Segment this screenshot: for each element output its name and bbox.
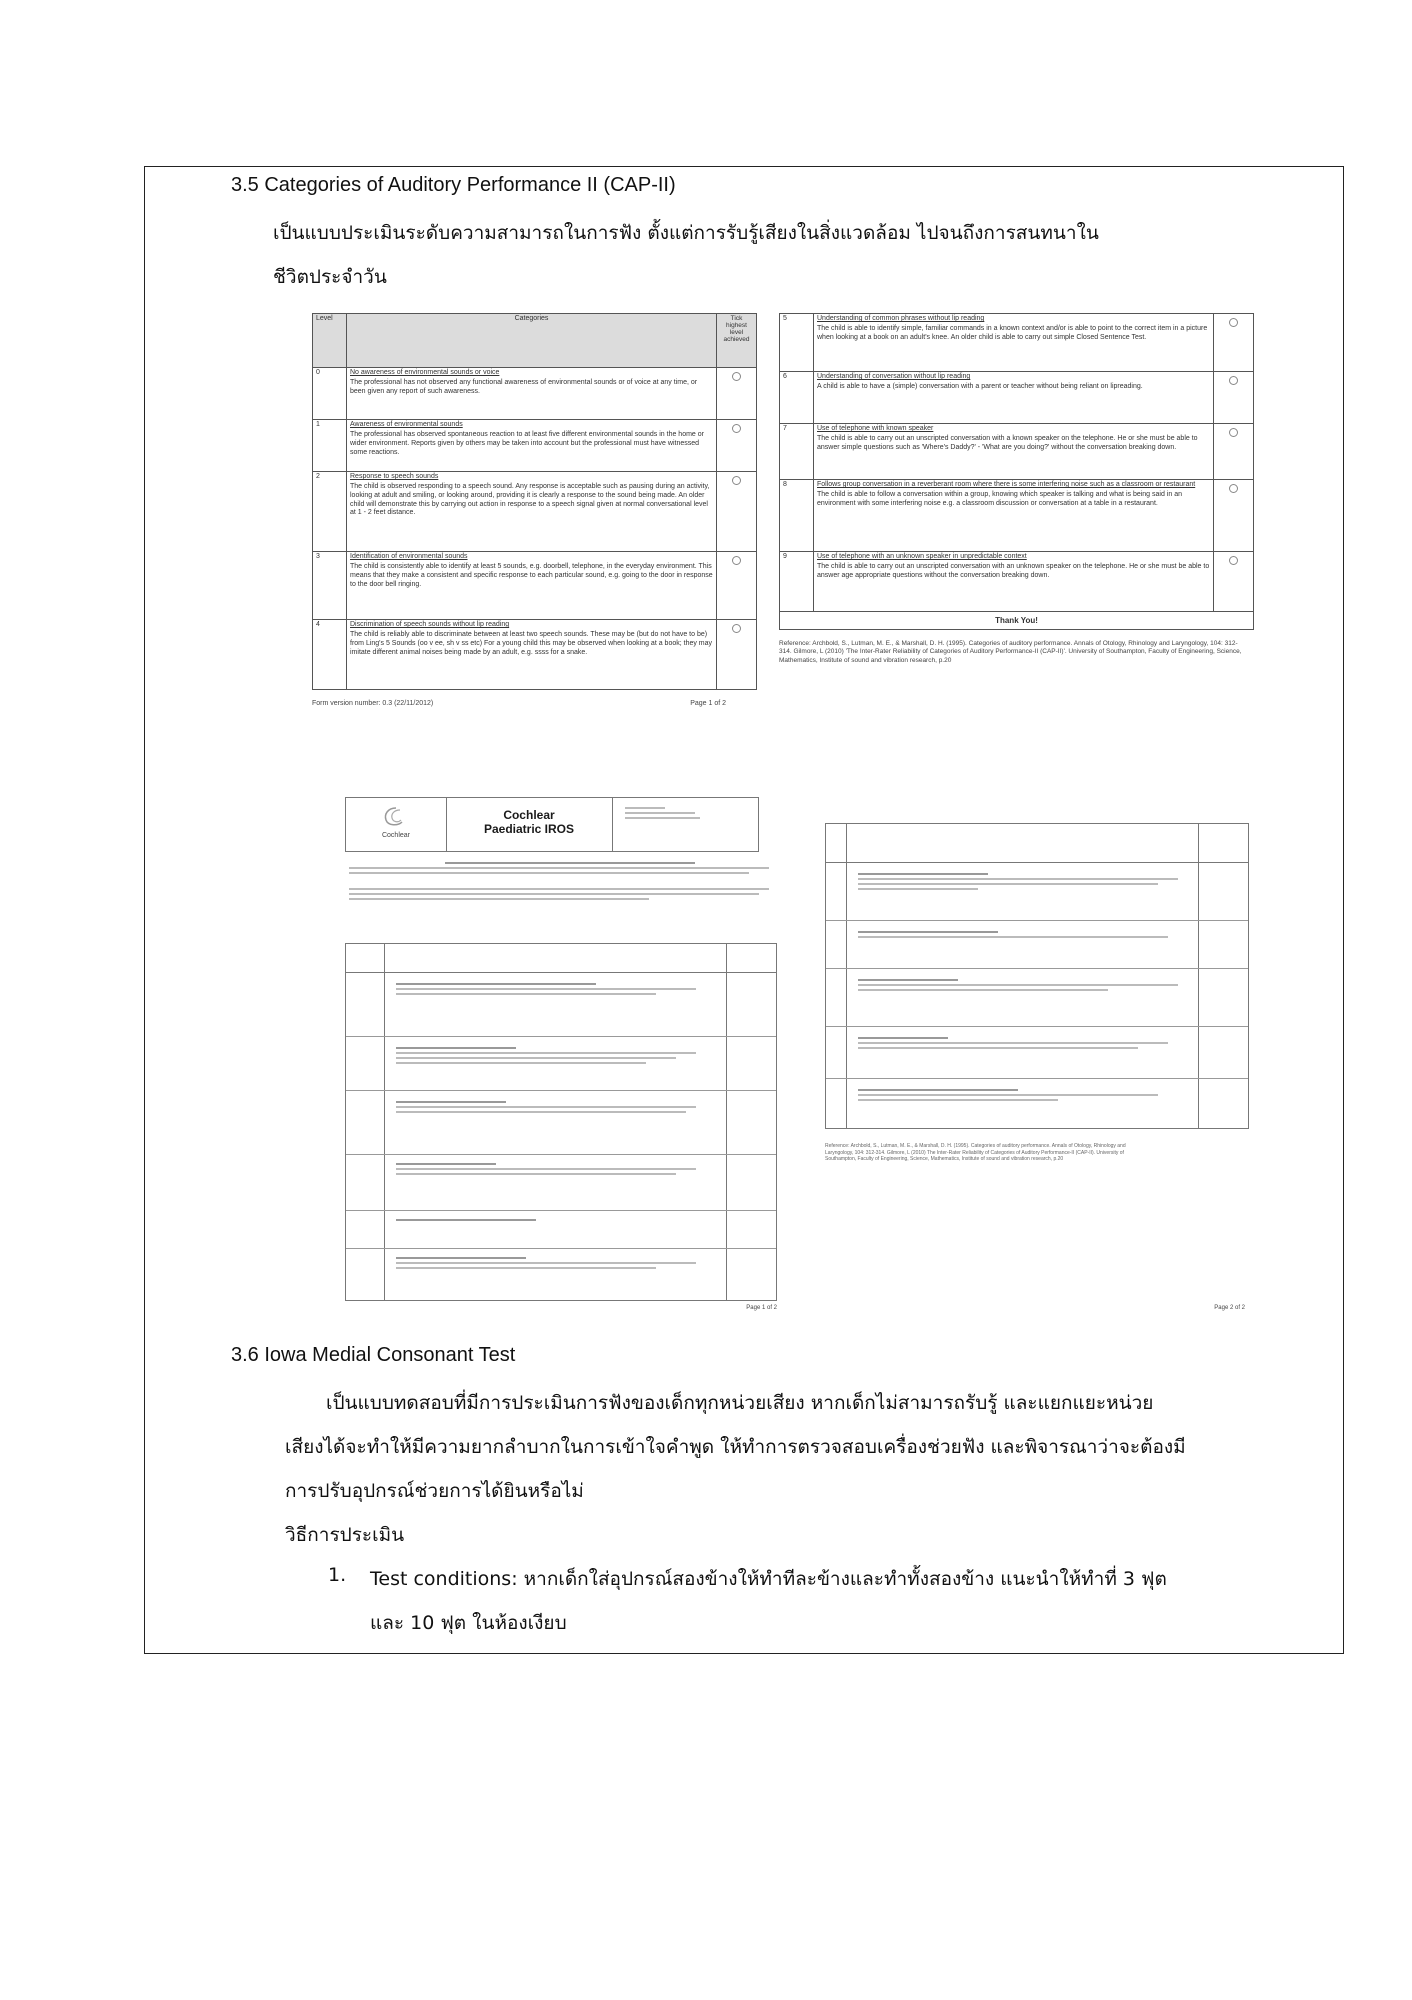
- row-desc: A child is able to have a (simple) conversation with a parent or teacher without being reliant on lipreading.: [817, 383, 1143, 390]
- table-row: [313, 420, 757, 472]
- row-desc: The child is able to carry out an unscripted conversation with a known speaker on the telephone. He or she must be able to answer simple questions such as 'Where's Daddy?' - 'What are you doing?' without the conversation breaking down.: [817, 435, 1198, 451]
- row-level: 6: [780, 372, 814, 424]
- cochlear-logo-icon: [376, 804, 416, 830]
- col-tick-header: Tick highest level achieved: [717, 314, 757, 368]
- tick-radio[interactable]: [732, 424, 741, 433]
- section-3-6-para-line1: เป็นแบบทดสอบที่มีการประเมินการฟังของเด็กทุกหน่วยเสียง หากเด็กไม่สามารถรับรู้ และแยกแยะหน่วย: [326, 1392, 1154, 1414]
- thank-you-text: Thank You!: [780, 612, 1254, 630]
- table-row: [313, 552, 757, 620]
- tick-radio[interactable]: [732, 624, 741, 633]
- row-title: No awareness of environmental sounds or voice: [350, 369, 500, 376]
- page-number: Page 1 of 2: [690, 700, 726, 707]
- section-3-6-para-line2: เสียงได้จะทำให้มีความยากลำบากในการเข้าใจคำพูด ให้ทำการตรวจสอบเครื่องช่วยฟัง และพิจารณาว่าจะต้องมี: [285, 1436, 1186, 1458]
- cap2-form-page2: [779, 313, 1253, 665]
- tick-radio[interactable]: [732, 556, 741, 565]
- row-level: 0: [313, 368, 347, 420]
- table-row: [780, 480, 1254, 552]
- form-header-fields: [621, 804, 741, 822]
- form-title: [446, 798, 613, 851]
- row-level: 1: [313, 420, 347, 472]
- table-row: [313, 472, 757, 552]
- section-3-5-heading: 3.5 Categories of Auditory Performance II (CAP-II): [231, 174, 676, 196]
- row-desc: The child is able to carry out an unscripted conversation with an unknown speaker on the telephone. He or she must be able to answer age appropriate questions without the conversation breaking down.: [817, 563, 1210, 579]
- cap2-thai-form-page2: [825, 823, 1249, 1317]
- table-row: [780, 552, 1254, 612]
- row-title: Understanding of common phrases without lip reading: [817, 315, 985, 322]
- section-3-6-heading: 3.6 Iowa Medial Consonant Test: [231, 1344, 516, 1366]
- row-desc: The child is observed responding to a speech sound. Any response is acceptable such as pausing during an activity, looking at adult and smiling, or looking around, providing it is clearly a response to the sound being made. An older child will demonstrate this by carrying out action in response to a speech signal given at normal conversational level at 1 - 2 feet distance.: [350, 483, 710, 517]
- row-desc: The child is consistently able to identify at least 5 sounds, e.g. doorbell, telephone, in the everyday environment. This means that they make a consistent and specific response to each particular sound, e.g. going to the door in response to the door bell ringing.: [350, 563, 713, 588]
- form-header: [345, 797, 759, 852]
- row-title: Discrimination of speech sounds without lip reading: [350, 621, 510, 628]
- cap2-table-page1: [312, 313, 757, 690]
- cap2-form-page1: [312, 313, 756, 714]
- cap2-thai-form-page1: [345, 797, 777, 1317]
- row-level: 4: [313, 620, 347, 690]
- tick-radio[interactable]: [732, 476, 741, 485]
- row-desc: The child is reliably able to discriminate between at least two speech sounds. These may be (but do not have to be) from Ling's 5 Sounds (oo v ee, sh v ss etc) For a young child this may be observed when looking at a book; they may imitate different animal noises being made by an adult, e.g. ssss for a snake.: [350, 631, 713, 656]
- row-level: 3: [313, 552, 347, 620]
- form-info-lines: [345, 859, 777, 903]
- logo-text: Cochlear: [381, 832, 410, 839]
- row-title: Awareness of environmental sounds: [350, 421, 463, 428]
- section-3-5-para-line2: ชีวิตประจำวัน: [273, 266, 387, 288]
- reference-text: Reference: Archbold, S., Lutman, M. E., & Marshall, D. H. (1995). Categories of auditory performance. Annals of Otology, Rhinology and Laryngology, 104: 312-314. Gilmore, L (2010) The Inter-Rater Reliability of Categories of Auditory Performance-II (CAP-II). University of Southampton, Faculty of Engineering, Science, Mathematics, Institute of sound and vibration research, p.20: [825, 1143, 1126, 1162]
- tick-radio[interactable]: [1229, 556, 1238, 565]
- list-item-line1: Test conditions: หากเด็กใส่อุปกรณ์สองข้างให้ทำทีละข้างและทำทั้งสองข้าง แนะนำให้ทำที่ 3 ฟุต: [370, 1568, 1167, 1590]
- tick-radio[interactable]: [1229, 484, 1238, 493]
- reference-text: Reference: Archbold, S., Lutman, M. E., & Marshall, D. H. (1995). Categories of auditory performance. Annals of Otology, Rhinology and Laryngology, 104: 312-314. Gilmore, L (2010) 'The Inter-Rater Reliability of Categories of Auditory Performance-II (CAP-II)'. University of Southampton, Faculty of Engineering, Science, Mathematics, Institute of sound and vibration research, p.20: [779, 640, 1242, 664]
- row-level: 8: [780, 480, 814, 552]
- tick-radio[interactable]: [1229, 318, 1238, 327]
- cap2-table-page2: [779, 313, 1254, 630]
- table-row: [313, 368, 757, 420]
- table-row: [780, 372, 1254, 424]
- row-level: 9: [780, 552, 814, 612]
- form-title-line2: Paediatric IROS: [483, 822, 575, 836]
- row-desc: The professional has observed spontaneous reaction to at least five different environmental sounds in the home or wider environment. Reports given by others may be taken into account but the professional must have witnessed some reactions.: [350, 431, 704, 456]
- thai-table-page2: [825, 823, 1249, 1129]
- list-item-line2: และ 10 ฟุต ในห้องเงียบ: [370, 1612, 567, 1634]
- row-title: Identification of environmental sounds: [350, 553, 468, 560]
- section-3-6-para-line3: การปรับอุปกรณ์ช่วยการได้ยินหรือไม่: [285, 1480, 584, 1502]
- method-heading: วิธีการประเมิน: [285, 1524, 405, 1546]
- row-desc: The child is able to identify simple, familiar commands in a known context and/or is able to point to the correct item in a picture when looking at a book on an adult's knee. An older child is able to carry out simple Closed Sentence Test.: [817, 325, 1208, 341]
- row-level: 2: [313, 472, 347, 552]
- row-title: Use of telephone with an unknown speaker in unpredictable context: [817, 553, 1027, 560]
- table-row: [780, 424, 1254, 480]
- row-title: Follows group conversation in a reverberant room where there is some interfering noise such as a classroom or restaurant: [817, 481, 1196, 488]
- row-desc: The professional has not observed any functional awareness of environmental sounds or of voice at any time, or been given any report of such awareness.: [350, 379, 698, 395]
- form-title-line1: Cochlear: [503, 808, 555, 822]
- col-categories-header: Categories: [347, 314, 717, 368]
- row-title: Understanding of conversation without lip reading: [817, 373, 971, 380]
- tick-radio[interactable]: [732, 372, 741, 381]
- tick-radio[interactable]: [1229, 376, 1238, 385]
- row-level: 5: [780, 314, 814, 372]
- row-level: 7: [780, 424, 814, 480]
- section-3-5-para-line1: เป็นแบบประเมินระดับความสามารถในการฟัง ตั้งแต่การรับรู้เสียงในสิ่งแวดล้อม ไปจนถึงการสนทนาใน: [273, 222, 1099, 244]
- page-number: Page 2 of 2: [1214, 1305, 1245, 1311]
- table-row: [313, 620, 757, 690]
- row-title: Response to speech sounds: [350, 473, 439, 480]
- tick-radio[interactable]: [1229, 428, 1238, 437]
- thai-table-page1: [345, 943, 777, 1301]
- page-number: Page 1 of 2: [746, 1305, 777, 1311]
- table-row: [780, 314, 1254, 372]
- form-version: Form version number: 0.3 (22/11/2012): [312, 700, 434, 707]
- list-item-number: 1.: [328, 1564, 347, 1586]
- logo: [346, 798, 447, 851]
- row-title: Use of telephone with known speaker: [817, 425, 934, 432]
- col-level-header: Level: [313, 314, 347, 368]
- row-desc: The child is able to follow a conversation within a group, knowing which speaker is talking and what is being said in an environment with some interfering noise e.g. a classroom discussion or conversation at a table in a restaurant.: [817, 491, 1182, 507]
